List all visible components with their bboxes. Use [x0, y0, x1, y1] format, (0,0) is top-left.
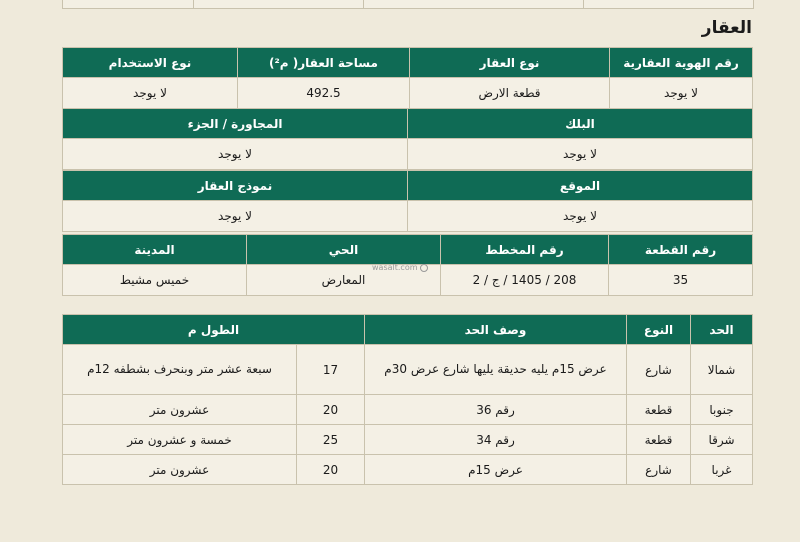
row-type: شارع	[627, 455, 691, 485]
value-property-model: لا يوجد	[63, 201, 408, 232]
row-type: قطعة	[627, 425, 691, 455]
watermark-text: wasalt.com	[372, 263, 418, 272]
header-district: الحي	[247, 235, 441, 265]
row-side: جنوبا	[691, 395, 753, 425]
table-row	[63, 345, 753, 395]
header-property-area: مساحة العقار( م²)	[238, 48, 410, 78]
value-usage-type: لا يوجد	[63, 78, 238, 109]
value-city: خميس مشيط	[63, 265, 247, 296]
row-length: 17	[297, 345, 365, 395]
row-length: 25	[297, 425, 365, 455]
value-property-id: لا يوجد	[610, 78, 753, 109]
value-location: لا يوجد	[408, 201, 753, 232]
section-title: العقار	[701, 18, 752, 38]
row-description: عرض 15م	[365, 455, 627, 485]
header-property-id: رقم الهوية العقارية	[610, 48, 753, 78]
row-description: رقم 36	[365, 395, 627, 425]
table-row	[63, 455, 753, 485]
row-side: شرقا	[691, 425, 753, 455]
row-length-text: خمسة و عشرون متر	[63, 425, 297, 455]
header-neighborhood-part: المجاورة / الجزء	[63, 109, 408, 139]
header-plan-number: رقم المخطط	[441, 235, 609, 265]
block-table	[62, 108, 753, 170]
borders-table	[62, 314, 753, 485]
row-length: 20	[297, 395, 365, 425]
header-usage-type: نوع الاستخدام	[63, 48, 238, 78]
value-block: لا يوجد	[408, 139, 753, 170]
header-property-model: نموذج العقار	[63, 171, 408, 201]
row-side: غربا	[691, 455, 753, 485]
row-description: عرض 15م يليه حديقة يليها شارع عرض 30م	[365, 345, 627, 395]
header-type: النوع	[627, 315, 691, 345]
row-length-text: عشرون متر	[63, 395, 297, 425]
header-plot-number: رقم القطعة	[609, 235, 753, 265]
header-side: الحد	[691, 315, 753, 345]
header-city: المدينة	[63, 235, 247, 265]
plan-number-text: 208 / 1405 / ج / 2	[472, 273, 577, 287]
value-plan-number	[441, 265, 609, 296]
row-description: رقم 34	[365, 425, 627, 455]
header-length: الطول م	[63, 315, 365, 345]
table-row	[63, 425, 753, 455]
row-side: شمالا	[691, 345, 753, 395]
row-length-text: عشرون متر	[63, 455, 297, 485]
row-type: شارع	[627, 345, 691, 395]
header-property-type: نوع العقار	[410, 48, 610, 78]
watermark	[372, 263, 428, 272]
property-table	[62, 47, 753, 109]
value-plot-number: 35	[609, 265, 753, 296]
location-pin-icon	[420, 264, 428, 272]
table-row	[63, 395, 753, 425]
row-length: 20	[297, 455, 365, 485]
previous-table-remnant	[62, 0, 754, 9]
value-neighborhood-part: لا يوجد	[63, 139, 408, 170]
header-block: البلك	[408, 109, 753, 139]
header-location: الموقع	[408, 171, 753, 201]
row-type: قطعة	[627, 395, 691, 425]
location-table	[62, 170, 753, 232]
row-length-text: سبعة عشر متر وبنحرف بشطفه 12م	[63, 345, 297, 395]
value-district: المعارض	[247, 265, 441, 296]
value-property-area: 492.5	[238, 78, 410, 109]
header-description: وصف الحد	[365, 315, 627, 345]
value-property-type: قطعة الارض	[410, 78, 610, 109]
